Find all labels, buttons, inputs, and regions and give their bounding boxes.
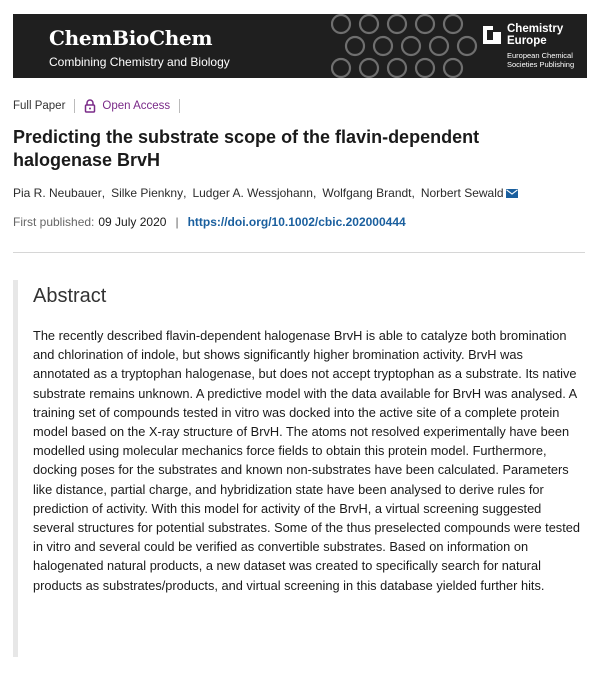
article-type: Full Paper bbox=[13, 100, 66, 112]
first-published-label: First published: bbox=[13, 215, 95, 229]
publisher-brand-line1: Chemistry bbox=[507, 23, 564, 35]
banner-hexagon-pattern bbox=[331, 14, 481, 78]
abstract-heading: Abstract bbox=[33, 285, 107, 307]
author-link[interactable]: Wolfgang Brandt bbox=[322, 186, 412, 200]
article-title: Predicting the substrate scope of the flavin‐dependent halogenase BrvH bbox=[13, 127, 480, 170]
author-link[interactable]: Pia R. Neubauer bbox=[13, 186, 102, 200]
author-link[interactable]: Ludger A. Wessjohann bbox=[192, 186, 313, 200]
meta-divider bbox=[74, 99, 75, 113]
author-link[interactable]: Norbert Sewald bbox=[420, 186, 504, 200]
section-divider bbox=[13, 252, 585, 253]
publisher-desc-line1: European Chemical bbox=[507, 51, 573, 60]
journal-name: ChemBioChem bbox=[49, 26, 213, 50]
author-list: Pia R. Neubauer , Silke Pienkny , Ludger A. Wessjohann , Wolfgang Brandt , Norbert Sewald bbox=[13, 186, 518, 200]
journal-tagline: Combining Chemistry and Biology bbox=[49, 55, 230, 69]
abstract-accent-bar bbox=[13, 280, 18, 657]
lock-icon bbox=[84, 99, 96, 113]
abstract-text: The recently described flavin‐dependent halogenase BrvH is able to catalyze both bromination and chlorination of indole, but shows significantly higher bromination activity. BrvH was annotated as a tryptophan halogenase, but does not accept tryptophan as a substrate. Its native substrate remains unknown. A predictive model with the data available for BrvH was analysed. A training set of compounds tested in vitro was docked into the active site of a complete protein model based on the X‐ray structure of BrvH. The atoms not resolved experimentally have been modelled using molecular mechanics force fields to obtain this protein model. Furthermore, docking poses for the substrates and known non‐substrates have been calculated. Parameters like distance, partial charge, and hybridization state have been analysed to derive rules for prediction of activity. With this model for activity of the BrvH, a virtual screening suggested several structures for potential substrates. Some of the thus preselected compounds were tested in vitro and several could be verified as convertible substrates. Based on information on halogenated natural products, a new dataset was created to specifically search for natural products as substrates/products, and virtual screening in this database yielded further hits. bbox=[33, 328, 580, 593]
meta-divider bbox=[179, 99, 180, 113]
publication-info bbox=[13, 215, 406, 229]
publisher-brand bbox=[507, 23, 563, 47]
open-access-label: Open Access bbox=[102, 100, 171, 112]
chemistry-europe-logo bbox=[483, 26, 501, 44]
publisher-brand-line2: Europe bbox=[507, 35, 547, 47]
open-access-badge[interactable] bbox=[84, 99, 170, 113]
author-link[interactable]: Silke Pienkny bbox=[111, 186, 184, 200]
mail-icon[interactable] bbox=[506, 189, 518, 198]
publisher-desc-line2: Societies Publishing bbox=[507, 60, 575, 69]
first-published-date: 09 July 2020 bbox=[98, 215, 167, 229]
article-meta-row bbox=[13, 98, 189, 114]
journal-banner[interactable] bbox=[13, 14, 587, 78]
pub-separator: | bbox=[175, 215, 179, 229]
publisher-description bbox=[507, 51, 574, 69]
doi-link[interactable]: https://doi.org/10.1002/cbic.202000444 bbox=[187, 215, 406, 229]
